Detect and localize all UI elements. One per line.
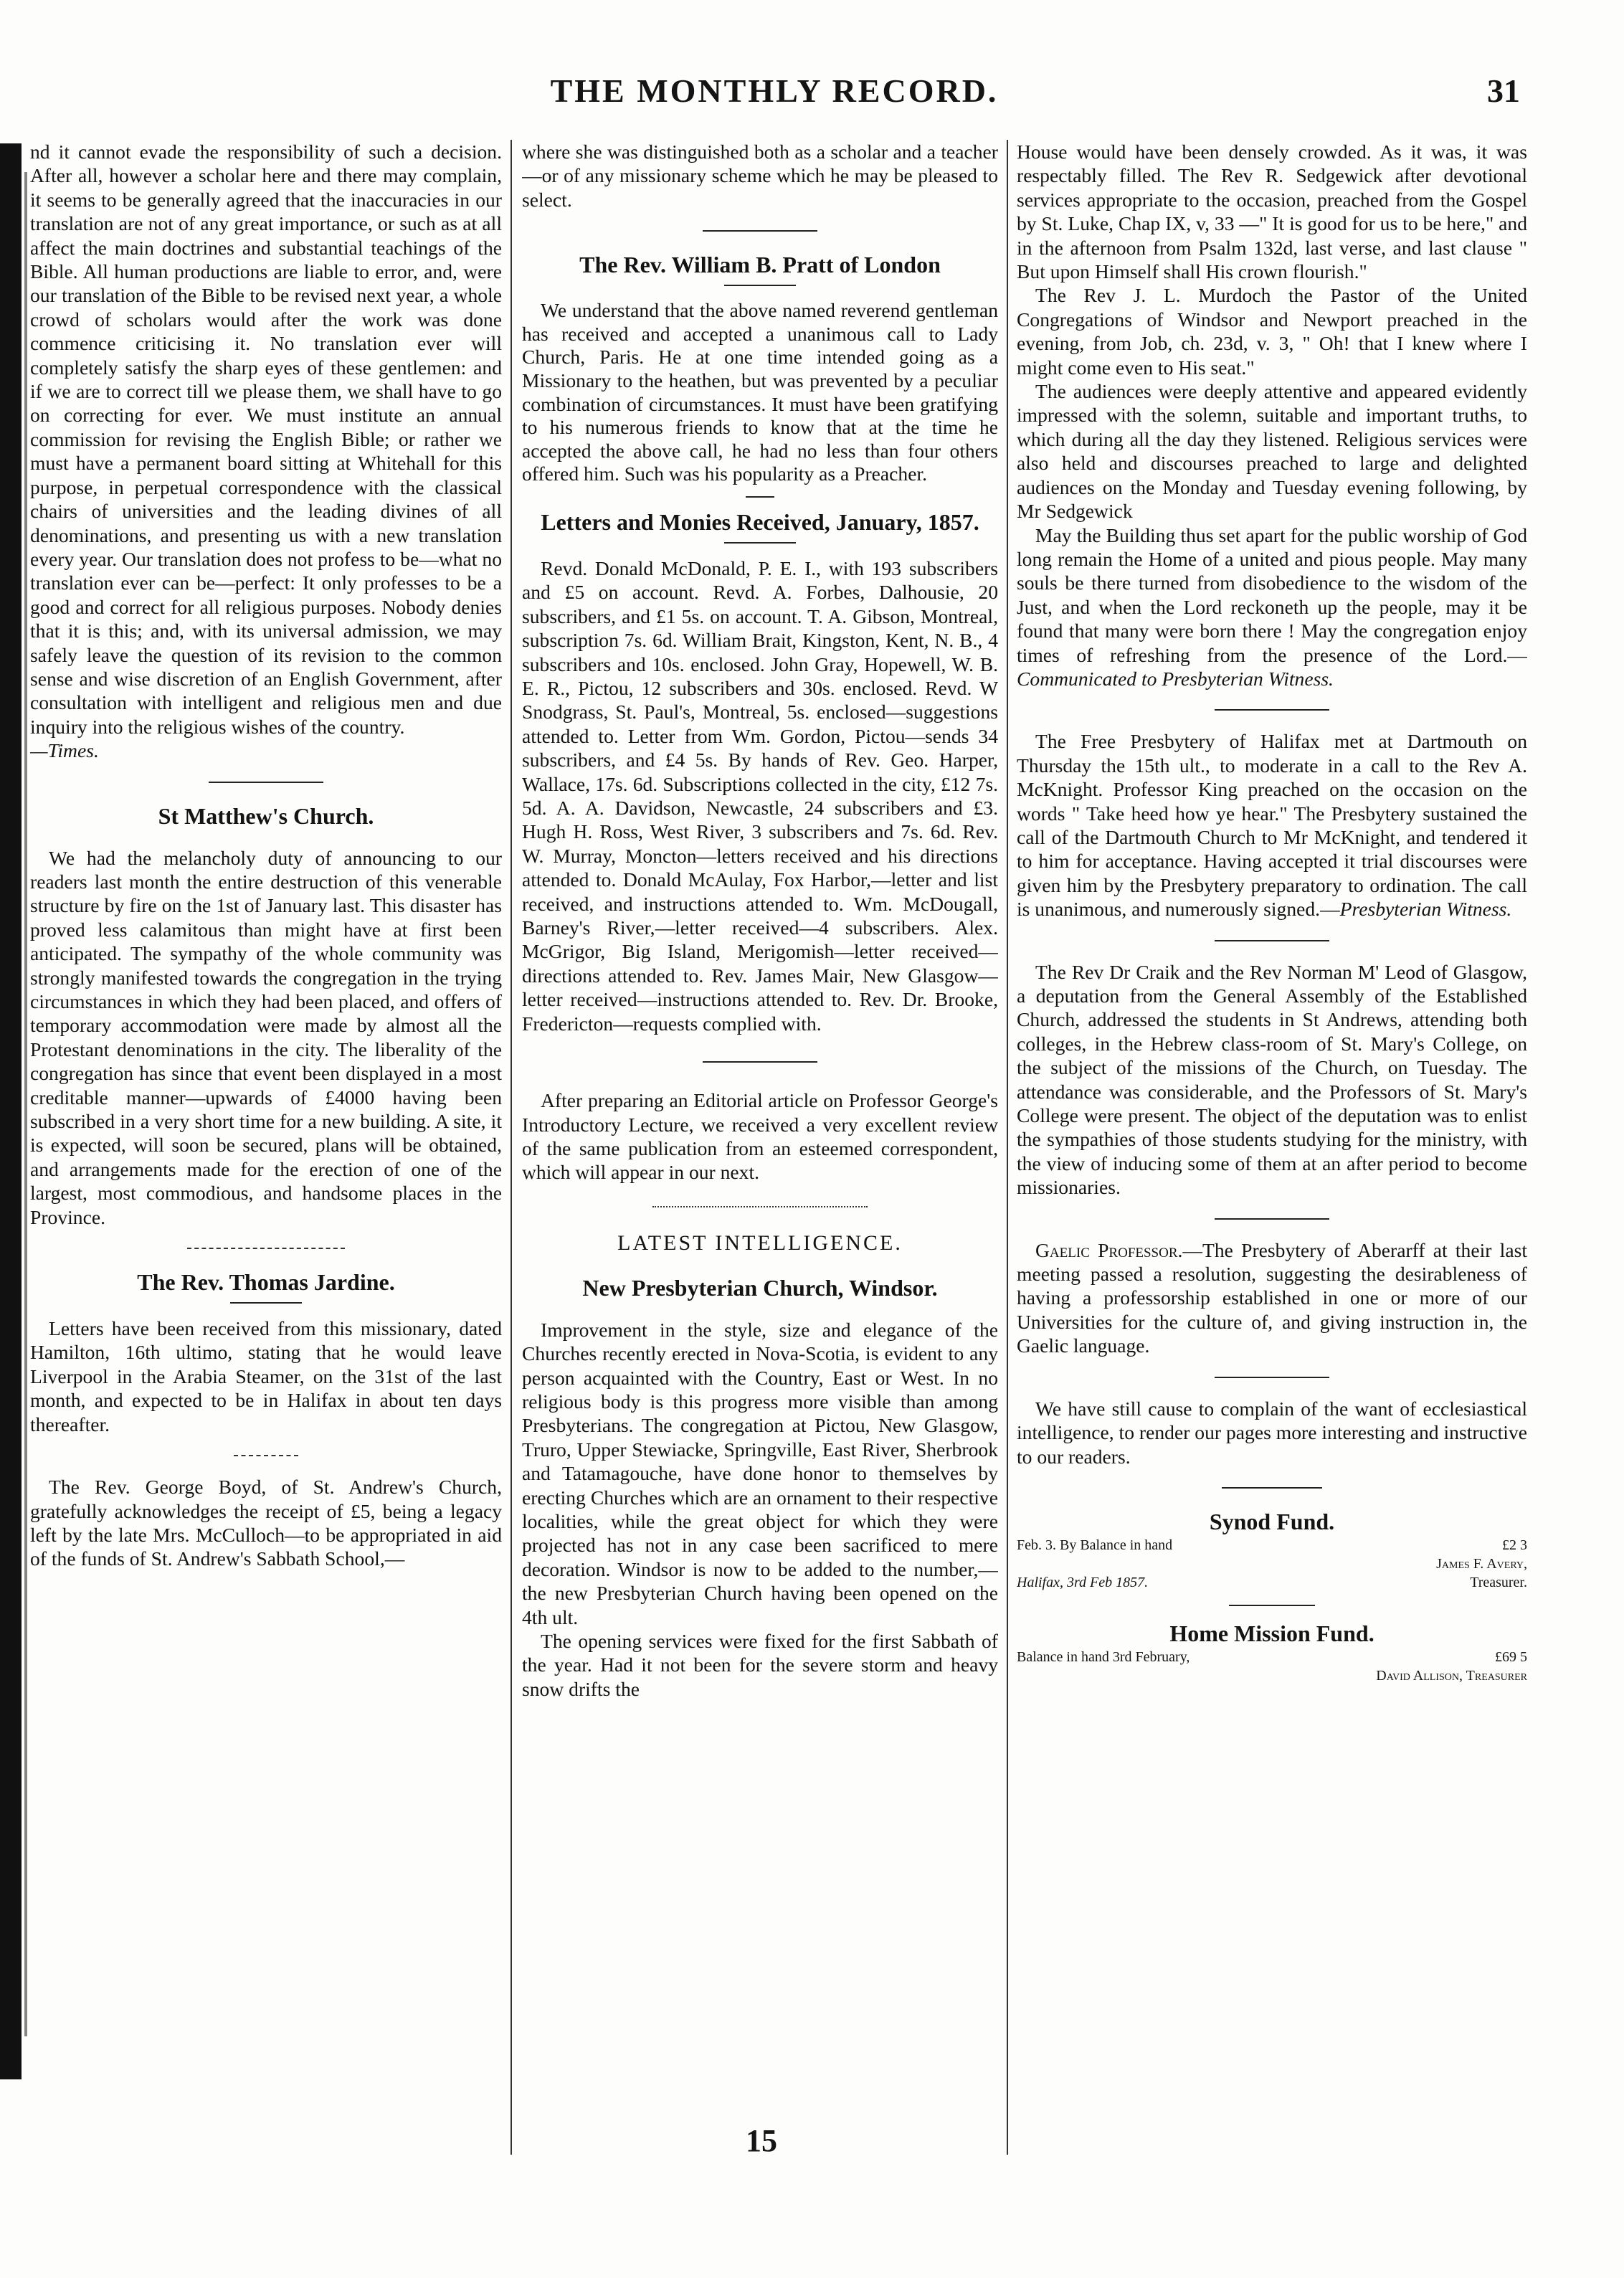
heading-rule <box>230 1302 302 1304</box>
article-source: —Times. <box>30 739 99 762</box>
heading-rule <box>724 542 796 544</box>
heading-synod-fund: Synod Fund. <box>1209 1508 1335 1534</box>
jardine-article: Letters have been received from this missionary, dated Hamilton, 16th ultimo, stating that he would leave Liverpool in the Arabia Steamer, on the 31st of the last month, and expected to be in Halifax in about ten days thereafter. <box>30 1317 502 1435</box>
section-rule <box>1222 1487 1322 1489</box>
section-rule <box>703 1061 817 1063</box>
running-header <box>0 72 1624 122</box>
home-entry: Balance in hand 3rd February, <box>1017 1648 1190 1665</box>
complaint-paragraph: We have still cause to complain of the want of ecclesiastical intelligence, to render our pages more interesting and instructive to our readers. <box>1017 1397 1527 1468</box>
windsor-article: Improvement in the style, size and elegance of the Churches recently erected in Nova-Scotia, is evident to any person acquainted with the Country, East or West. In no religious body is this progress more visible than among Presbyterians. The congregation at Pictou, New Glasgow, Truro, Upper Stewiacke, Springville, East River, Sherbrook and Tatamagouche, have done honor to themselves by erecting Churches which are an ornament to their respective localities, while the great object for which they were projected has not in any case been sacrificed to mere decoration. Windsor is now to be added to the number,—the new Presbyterian Church having been opened on the 4th ult. <box>522 1318 998 1628</box>
gaelic-heading: Gaelic Professor. <box>1035 1238 1183 1261</box>
heading-st-matthews: St Matthew's Church. <box>158 802 374 829</box>
heading-windsor-church: New Presbyterian Church, Windsor. <box>582 1274 938 1301</box>
heading-pratt: The Rev. William B. Pratt of London <box>579 252 941 278</box>
column-1 <box>30 140 502 2165</box>
gaelic-article: —The Presbytery of Aberarff at their last meeting passed a resolution, suggesting the desirableness of having a professorship established in one or more of our Universities for the culture of, and giving instruction in, the Gaelic language. <box>1017 1238 1527 1357</box>
binding-shadow <box>0 143 22 2079</box>
st-matthews-article: We had the melancholy duty of announcing to our readers last month the entire destruction of this venerable structure by fire on the 1st of January last. This disaster has proved less calamitous than might have at first been anticipated. The sympathy of the whole community was strongly manifested towards the congregation in the trying circumstances in which they had been placed, and offers of temporary accommodation were made by almost all the Protestant denominations in the city. The liberality of the congregation has since that event been displayed in a most creditable manner—upwards of £4000 having been subscribed in a very short time for a new building. A site, it is expected, will soon be secured, plans will be obtained, and arrangements made for the erection of one of the largest, most commodious, and handsome places in the Province. <box>30 846 502 1228</box>
column-2 <box>522 140 998 2165</box>
journal-title: THE MONTHLY RECORD. <box>550 72 999 109</box>
sheet-number: 15 <box>746 2123 777 2158</box>
free-presbytery-article: The Free Presbytery of Halifax met at Dartmouth on Thursday the 15th ult., to moderate in a call to the Rev A. McKnight. Professor King preached on the occasion on the words " Take heed how ye hear." The Presbytery sustained the call of the Dartmouth Church to Mr McKnight, and tendered it to him for acceptance. Having accepted it trial discourses were given him by the Presbytery preparatory to ordination. The call is unanimous, and numerously signed.— <box>1017 730 1527 921</box>
synod-treasurer: James F. Avery, <box>1436 1555 1527 1572</box>
audiences-paragraph: The audiences were deeply attentive and appeared evidently impressed with the solemn, suitable and important truths, to which during all the day they listened. Religious services were also held and discourses preached to large and delighted audiences on the Monday and Tuesday evening following, by Mr Sedgewick <box>1017 380 1527 523</box>
home-amount: £69 5 <box>1495 1648 1527 1665</box>
section-rule <box>1229 1605 1315 1606</box>
column-rule-2 <box>1007 140 1008 2155</box>
letters-monies-list: Revd. Donald McDonald, P. E. I., with 193 subscribers and £5 on account. Revd. A. Forbes, Dalhousie, 20 subscribers, and £1 5s. on account. T. A. Gibson, Montreal, subscription 7s. 6d. William Brait, Kingston, Kent, N. B., 4 subscribers and 10s. enclosed. John Gray, Hopewell, W. B. E. R., Pictou, 12 subscribers and 30s. enclosed. Revd. W Snodgrass, St. Paul's, Montreal, 5s. enclosed—suggestions attended to. Letter from Wm. Gordon, Pictou—sends 34 subscribers, and £4 5s. By hands of Rev. Geo. Harper, Wallace, 17s. 6d. Subscriptions collected in the city, £12 7s. 5d. A. A. Davidson, Newcastle, 24 subscribers and £3. Hugh H. Ross, West River, 3 subscribers and 7s. 6d. Rev. W. Murray, Moncton—letters received and his directions attended to. Donald McAulay, Fox Harbor,—letter and list received, and instructions attended to. Wm. McDougall, Barney's River,—letter received—4 subscribers. Alex. McGrigor, Big Island, Merigomish—letter received—directions attended to. Rev. James Mair, New Glasgow—letter received—instructions attended to. Rev. Dr. Brooke, Fredericton—requests complied with. <box>522 556 998 1035</box>
heading-jardine: The Rev. Thomas Jardine. <box>137 1269 395 1296</box>
section-rule <box>703 230 817 232</box>
murdoch-paragraph: The Rev J. L. Murdoch the Pastor of the United Congregations of Windsor and Newport preached in the evening, from Job, ch. 23d, v. 3, " Oh! that I knew where I might come even to His seat." <box>1017 284 1527 379</box>
section-rule <box>1215 940 1329 941</box>
section-rule <box>234 1455 298 1456</box>
column-rule-1 <box>511 140 512 2155</box>
synod-role: Treasurer. <box>1470 1574 1527 1590</box>
column-3 <box>1017 140 1527 2165</box>
section-rule <box>1215 1218 1329 1220</box>
binding-line <box>24 172 27 2036</box>
home-treasurer: David Allison, Treasurer <box>1376 1667 1527 1684</box>
craik-deputation-article: The Rev Dr Craik and the Rev Norman M' Leod of Glasgow, a deputation from the General Assembly of the Established Church, addressed the students in St Andrews, attending both colleges, in the Hebrew class-room of St. Mary's College, on the subject of the missions of the Church, on Tuesday. The attendance was considerable, and the Professors of St. Mary's College were present. The object of the deputation was to enlist the sympathies of those students studying for the ministry, with the view of inducing some of them at an after period to become missionaries. <box>1017 960 1527 1199</box>
home-mission-account <box>1017 1648 1527 1685</box>
building-paragraph: May the Building thus set apart for the public worship of God long remain the Home of a united and pious people. May many souls be there turned from disobedience to the wisdom of the Just, and when the Lord reckoneth up the people, may it be found that many were born there ! May the congregation enjoy times of refreshing from the presence of the Lord.— <box>1017 523 1527 666</box>
windsor-article-continued: House would have been densely crowded. As it was, it was respectably filled. The Rev R. Sedgewick after devotional services appropriate to the occasion, preached from the Gospel by St. Luke, Chap IX, v, 33 —" It is good for us to be here," and in the afternoon from Psalm 132d, last verse, and last clause " But upon Himself shall His crown flourish." <box>1017 141 1527 283</box>
heading-rule <box>724 285 796 286</box>
section-rule <box>1215 709 1329 711</box>
synod-entry: Feb. 3. By Balance in hand <box>1017 1537 1173 1553</box>
heading-home-mission-fund: Home Mission Fund. <box>1169 1620 1374 1646</box>
synod-date: Halifax, 3rd Feb 1857. <box>1017 1574 1149 1590</box>
ornament <box>746 496 774 498</box>
windsor-article-continued: The opening services were fixed for the first Sabbath of the year. Had it not been for the severe storm and heavy snow drifts the <box>522 1630 998 1700</box>
heading-latest-intelligence: LATEST INTELLIGENCE. <box>617 1230 903 1255</box>
article-source: Communicated to Presbyterian Witness. <box>1017 667 1334 690</box>
section-rule <box>187 1248 345 1249</box>
heading-letters-monies: Letters and Monies Received, January, 1857. <box>541 508 979 535</box>
bible-translation-article: nd it cannot evade the responsibility of such a decision. After all, however a scholar here and there may complain, it seems to be generally agreed that the inaccuracies in our translation are not of any great importance, or such as at all affect the main doctrines and substantial teachings of the Bible. All human productions are liable to error, and, were our translation of the Bible to be revised next year, a whole crowd of scholars would after the work was done commence criticising it. No translation ever will completely satisfy the sharp eyes of these gentlemen: and if we are to correct till we please them, we shall have to go on correcting for ever. We must institute an annual commission for revising the English Bible; or rather we must have a permanent board sitting at Whitehall for this purpose, in perpetual correspondence with the classical chairs of universities and the leading divines of all denominations, and presenting us with a new translation every year. Our translation does not profess to be—what no translation ever can be—perfect: It only professes to be a good and correct for all religious purposes. Nobody denies that it is this; and, with its universal admission, we may safely leave the question of its revision to the common sense and wise discretion of an English Government, after consultation with intelligent and religious men and due inquiry into the religious wishes of the country. <box>30 141 502 738</box>
synod-amount: £2 3 <box>1502 1537 1527 1553</box>
pratt-article: We understand that the above named reverend gentleman has received and accepted a unanimous call to Lady Church, Paris. He at one time intended going as a Missionary to the heathen, but was prevented by a peculiar combination of circumstances. It must have been gratifying to his numerous friends to know that at the time he accepted the above call, he had no less than four others offered him. Such was his popularity as a Preacher. <box>522 299 998 485</box>
synod-fund-account <box>1017 1536 1527 1592</box>
editorial-notice: After preparing an Editorial article on Professor George's Introductory Lecture, we received a very excellent review of the same publication from an esteemed correspondent, which will appear in our next. <box>522 1089 998 1184</box>
page-number: 31 <box>1487 72 1520 109</box>
column-2-continuation: where she was distinguished both as a scholar and a teacher—or of any missionary scheme which he may be pleased to select. <box>522 141 998 211</box>
boyd-notice: The Rev. George Boyd, of St. Andrew's Church, gratefully acknowledges the receipt of £5, being a legacy left by the late Mrs. McCulloch—to be appropriated in aid of the funds of St. Andrew's Sabbath School,— <box>30 1476 502 1570</box>
article-source: Presbyterian Witness. <box>1339 898 1512 921</box>
section-rule <box>209 782 323 783</box>
section-rule <box>1215 1377 1329 1378</box>
section-rule <box>652 1206 868 1207</box>
